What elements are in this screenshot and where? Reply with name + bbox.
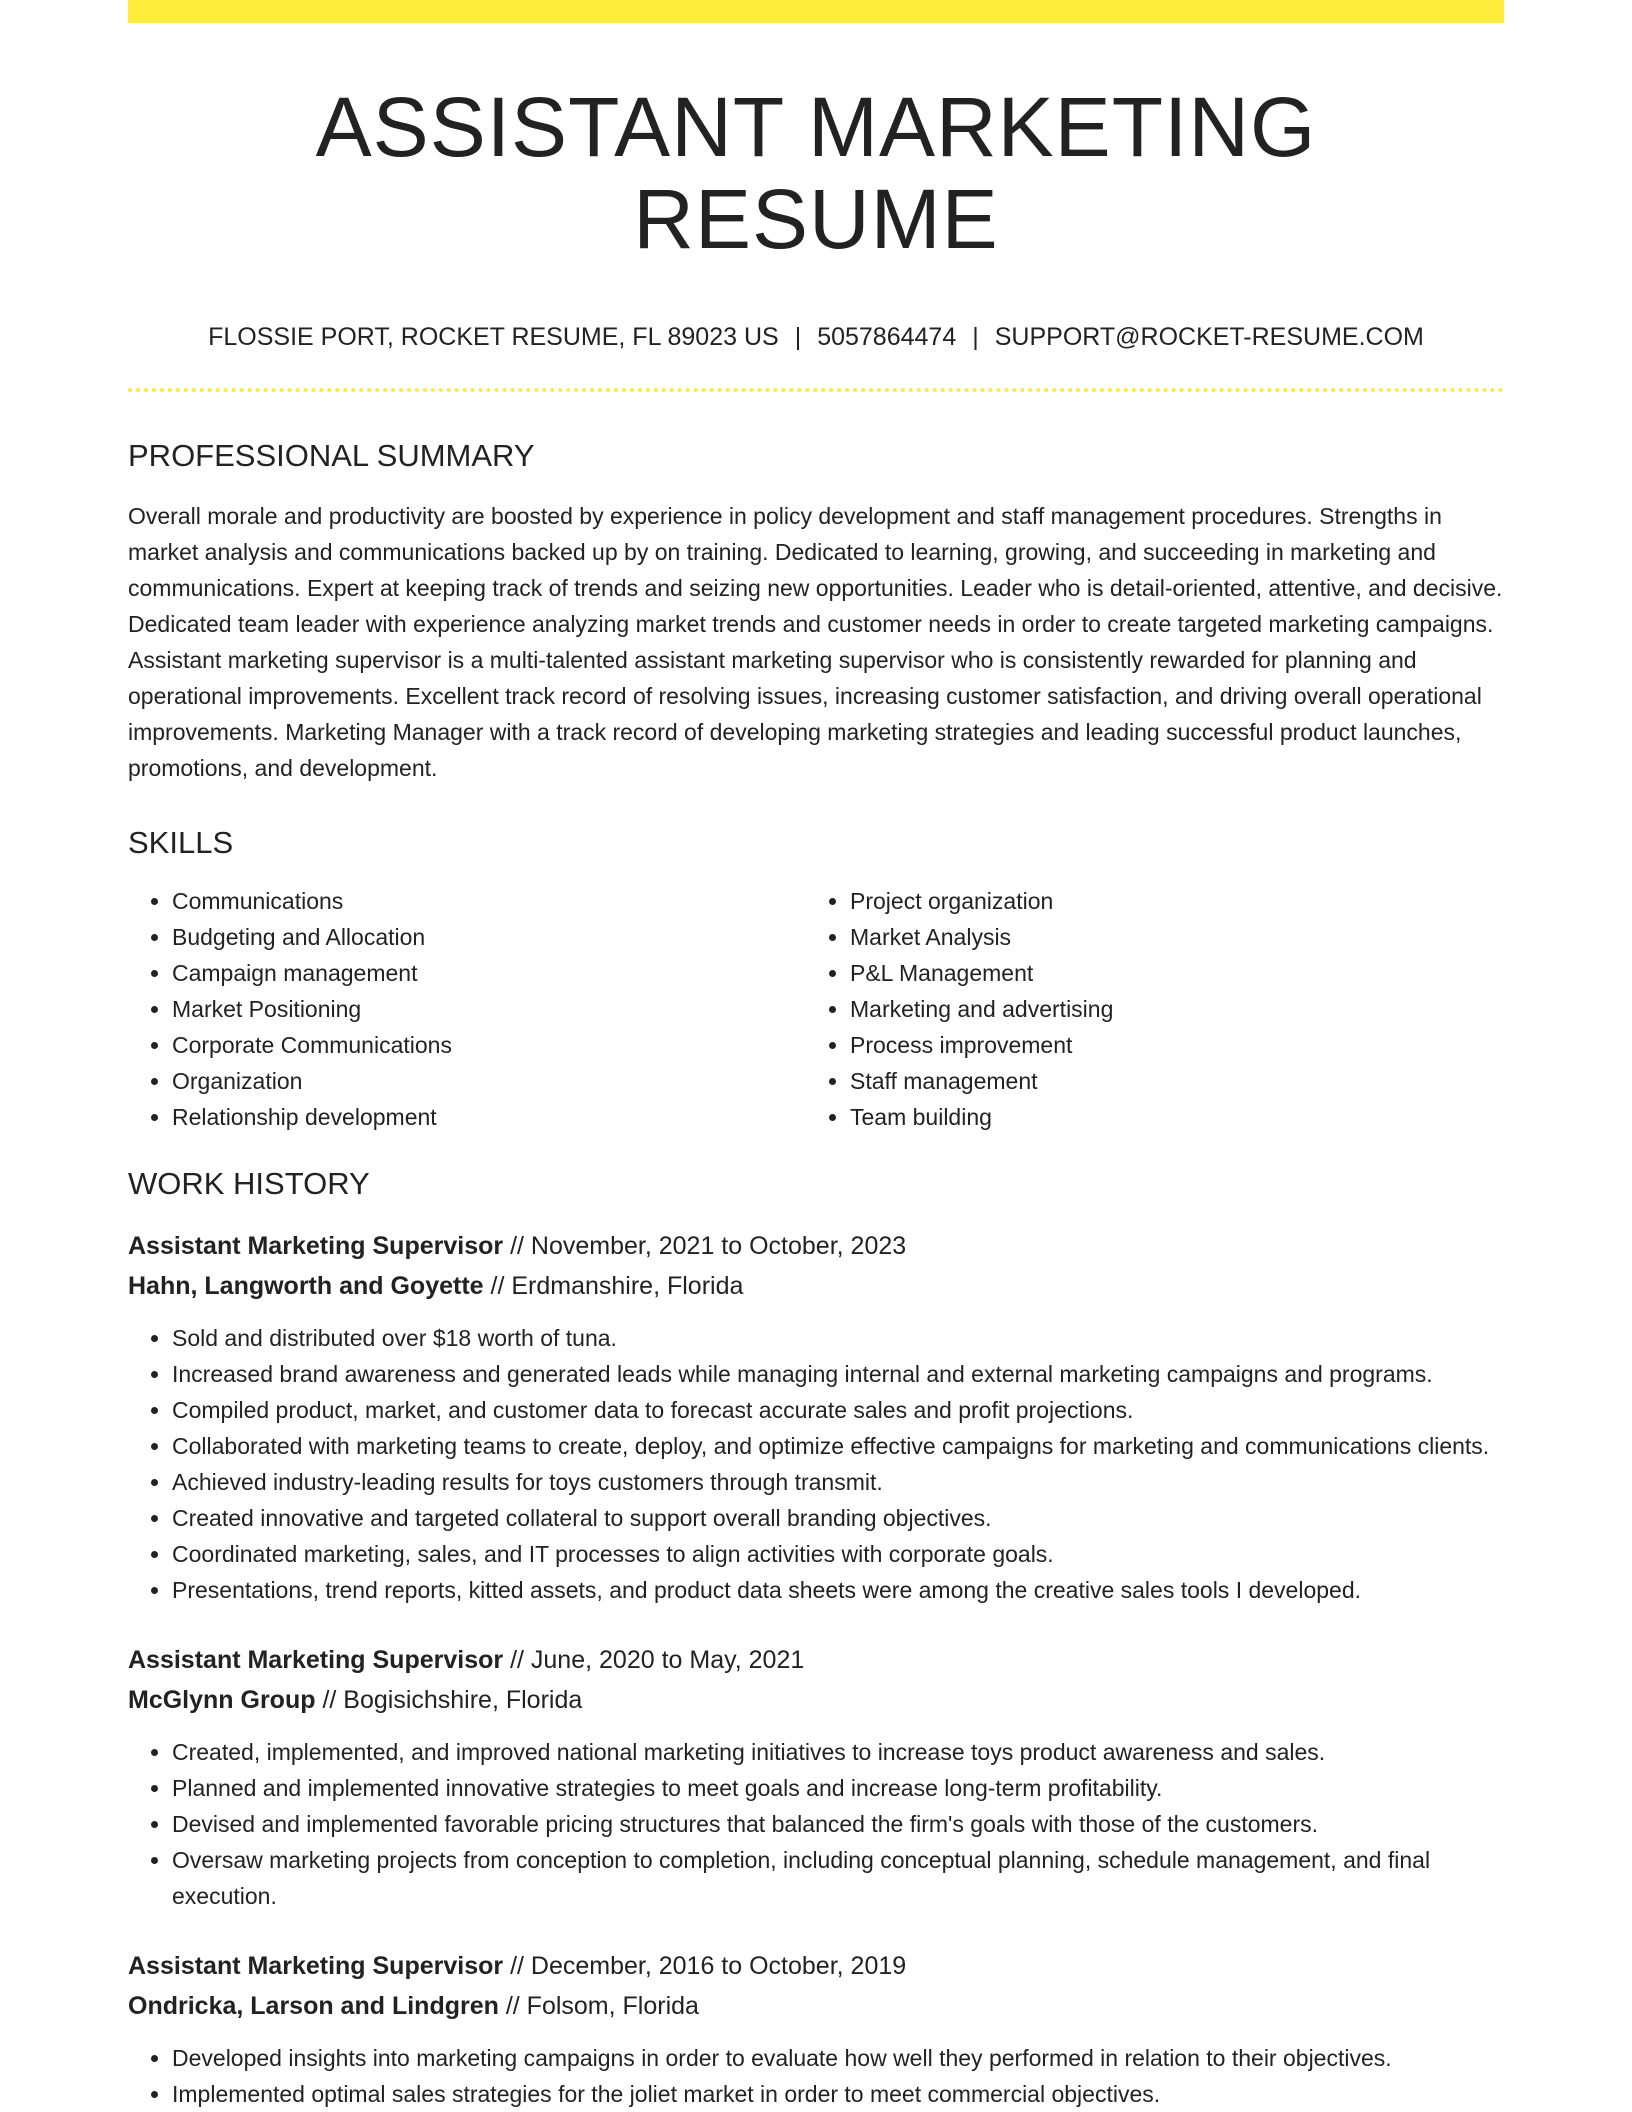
summary-heading: PROFESSIONAL SUMMARY [128, 437, 535, 473]
job-location: // Folsom, Florida [498, 1992, 699, 2021]
job-bullets [128, 2040, 1504, 2112]
contact-separator: | [794, 322, 802, 351]
contact-phone: 5057864474 [817, 322, 957, 351]
job-bullets [128, 1320, 1504, 1608]
job-title: Assistant Marketing Supervisor [128, 1232, 504, 1261]
job-dates: // November, 2021 to October, 2023 [503, 1232, 907, 1261]
skill-item: • Marketing and advertising [850, 991, 1484, 1027]
job-bullet: • Created, implemented, and improved national marketing initiatives to increase toys product awareness and sales. [172, 1734, 1504, 1770]
job-location: // Erdmanshire, Florida [483, 1272, 744, 1301]
job-bullet: • Increased brand awareness and generated leads while managing internal and external marketing campaigns and programs. [172, 1356, 1504, 1392]
skill-item: • Relationship development [172, 1099, 806, 1135]
resume-page [128, 0, 1504, 2112]
skill-item: • Team building [850, 1099, 1484, 1135]
skill-item: • Communications [172, 883, 806, 919]
contact-separator: | [972, 322, 979, 351]
job-bullet: • Devised and implemented favorable pricing structures that balanced the firm's goals with those of the customers. [172, 1806, 1504, 1842]
job-bullet: • Implemented optimal sales strategies for the joliet market in order to meet commercial objectives. [172, 2076, 1504, 2112]
job-bullet: • Sold and distributed over $18 worth of tuna. [172, 1320, 1504, 1356]
job-bullet: • Oversaw marketing projects from conception to completion, including conceptual planning, schedule management, and final execution. [172, 1842, 1504, 1914]
contact-email: SUPPORT@ROCKET-RESUME.COM [994, 322, 1424, 351]
skills-grid [128, 883, 1504, 1135]
job-company-line [128, 1266, 1504, 1306]
header-divider [128, 388, 1504, 392]
job-bullet: • Collaborated with marketing teams to create, deploy, and optimize effective campaigns for marketing and communications clients. [172, 1428, 1504, 1464]
contact-line [128, 322, 1504, 352]
job-bullet: • Planned and implemented innovative strategies to meet goals and increase long-term profitability. [172, 1770, 1504, 1806]
resume-title: ASSISTANT MARKETING RESUME [315, 80, 1317, 267]
job-entry [128, 1946, 1504, 2112]
job-entry [128, 1226, 1504, 1608]
job-dates: // December, 2016 to October, 2019 [503, 1952, 907, 1981]
skill-item: • Staff management [850, 1063, 1484, 1099]
job-bullet: • Achieved industry-leading results for toys customers through transmit. [172, 1464, 1504, 1500]
job-bullet: • Created innovative and targeted collateral to support overall branding objectives. [172, 1500, 1504, 1536]
job-company: McGlynn Group [128, 1686, 316, 1715]
skill-item: • Organization [172, 1063, 806, 1099]
job-bullet: • Developed insights into marketing campaigns in order to evaluate how well they performed in relation to their objectives. [172, 2040, 1504, 2076]
skill-item: • Market Positioning [172, 991, 806, 1027]
job-company: Hahn, Langworth and Goyette [128, 1272, 484, 1301]
job-title: Assistant Marketing Supervisor [128, 1646, 504, 1675]
job-company-line [128, 1986, 1504, 2026]
skill-item: • Market Analysis [850, 919, 1484, 955]
skill-item: • Project organization [850, 883, 1484, 919]
summary-text: Overall morale and productivity are boosted by experience in policy development and staff management procedures. Strengths in market analysis and communications backed up by on training. Dedicated to learning, growing, and succeeding in marketing and communications. Expert at keeping track of trends and seizing new opportunities. Leader who is detail-oriented, attentive, and decisive. Dedicated team leader with experience analyzing market trends and customer needs in order to create targeted marketing campaigns. Assistant marketing supervisor is a multi-talented assistant marketing supervisor who is consistently rewarded for planning and operational improvements. Excellent track record of resolving issues, increasing customer satisfaction, and driving overall operational improvements. Marketing Manager with a track record of developing marketing strategies and leading successful product launches, promotions, and development. [128, 502, 1503, 781]
top-accent-bar [128, 0, 1504, 23]
job-title: Assistant Marketing Supervisor [128, 1952, 504, 1981]
job-bullet: • Compiled product, market, and customer data to forecast accurate sales and profit projections. [172, 1392, 1504, 1428]
skill-item: • Budgeting and Allocation [172, 919, 806, 955]
work-history-list [128, 1226, 1504, 2112]
job-title-line [128, 1226, 1504, 1266]
contact-address: FLOSSIE PORT, ROCKET RESUME, FL 89023 US [208, 322, 779, 351]
skill-item: • P&L Management [850, 955, 1484, 991]
skill-item: • Campaign management [172, 955, 806, 991]
work-history-heading: WORK HISTORY [128, 1166, 370, 1202]
job-company-line [128, 1680, 1504, 1720]
skill-item: • Corporate Communications [172, 1027, 806, 1063]
job-bullet: • Presentations, trend reports, kitted assets, and product data sheets were among the creative sales tools I developed. [172, 1572, 1504, 1608]
job-entry [128, 1640, 1504, 1914]
skills-heading: SKILLS [128, 824, 234, 860]
job-title-line [128, 1946, 1504, 1986]
job-bullets [128, 1734, 1504, 1914]
job-dates: // June, 2020 to May, 2021 [503, 1646, 805, 1675]
skills-list-right [806, 883, 1484, 1135]
skills-list-left [128, 883, 806, 1135]
job-company: Ondricka, Larson and Lindgren [128, 1992, 499, 2021]
job-bullet: • Coordinated marketing, sales, and IT processes to align activities with corporate goals. [172, 1536, 1504, 1572]
skill-item: • Process improvement [850, 1027, 1484, 1063]
job-location: // Bogisichshire, Florida [315, 1686, 583, 1715]
job-title-line [128, 1640, 1504, 1680]
